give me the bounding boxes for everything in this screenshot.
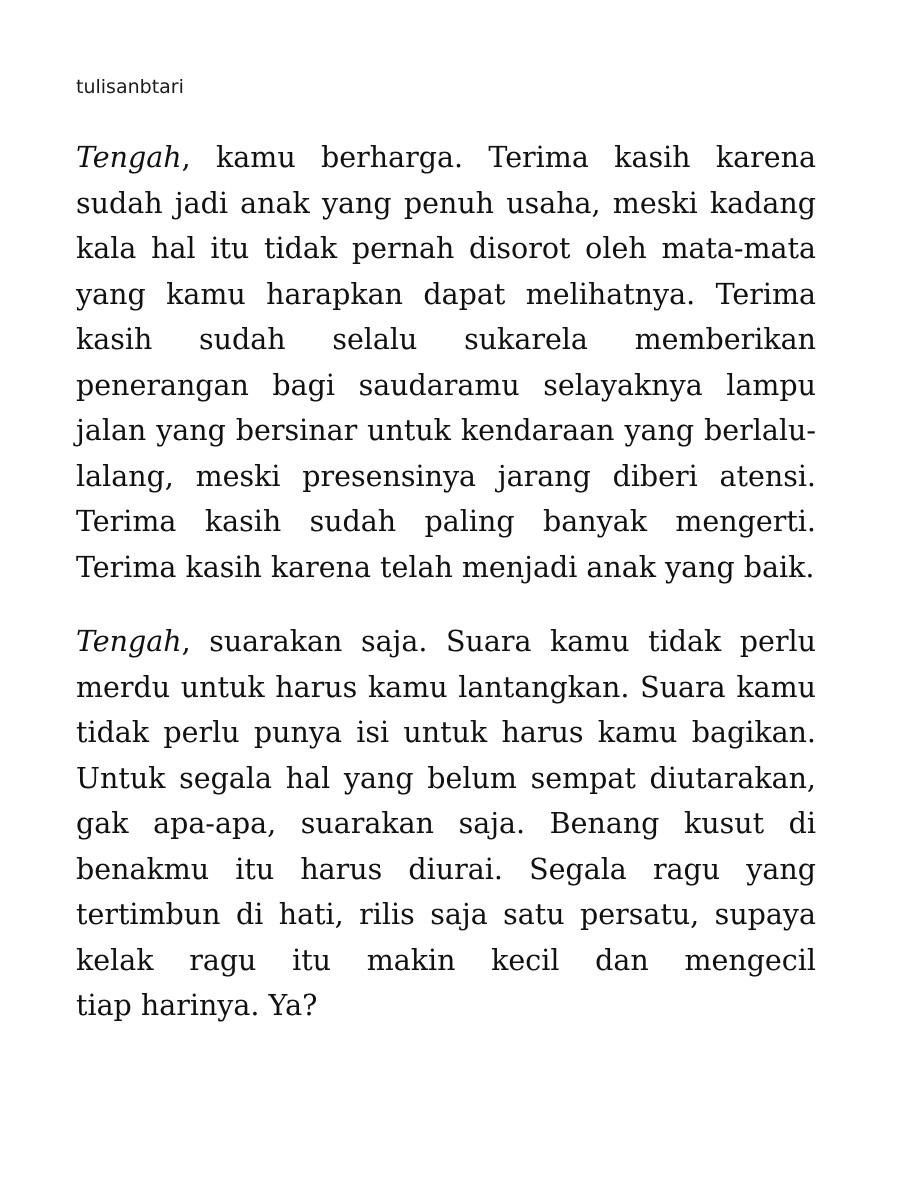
paragraph-line: yang kamu harapkan dapat melihatnya. Terima bbox=[76, 277, 816, 311]
paragraph-line: jalan yang bersinar untuk kendaraan yang berlalu- bbox=[76, 414, 816, 447]
paragraph-line: kelak ragu itu makin kecil dan mengecil bbox=[76, 943, 816, 977]
paragraph-line: kala hal itu tidak pernah disorot oleh mata-mata bbox=[76, 232, 816, 265]
paragraph-line: Terima kasih karena telah menjadi anak yang baik. bbox=[76, 550, 815, 584]
paragraph-line: merdu untuk harus kamu lantangkan. Suara kamu bbox=[76, 670, 816, 704]
paragraph-line: gak apa-apa, suarakan saja. Benang kusut di bbox=[76, 807, 816, 840]
paragraph-line: Terima kasih sudah paling banyak mengerti. bbox=[76, 505, 816, 538]
paragraph-line: tidak perlu punya isi untuk harus kamu bagikan. bbox=[76, 716, 816, 749]
paragraph-line: kasih sudah selalu sukarela memberikan bbox=[76, 323, 816, 356]
line-text: , kamu berharga. Terima kasih karena bbox=[181, 141, 816, 174]
paragraph-1 bbox=[76, 135, 816, 590]
paragraph-line: lalang, meski presensinya jarang diberi atensi. bbox=[76, 459, 816, 493]
lead-word: Tengah bbox=[76, 625, 182, 658]
paragraph-line: tertimbun di hati, rilis saja satu persatu, supaya bbox=[76, 898, 816, 931]
paragraph-line: benakmu itu harus diurai. Segala ragu yang bbox=[76, 852, 816, 886]
paragraph-line: tiap harinya. Ya? bbox=[76, 989, 318, 1022]
line-text: , suarakan saja. Suara kamu tidak perlu bbox=[181, 625, 816, 658]
paragraph-2 bbox=[76, 619, 816, 1029]
paragraph-line bbox=[76, 619, 816, 665]
paragraph-line: penerangan bagi saudaramu selayaknya lampu bbox=[76, 368, 816, 402]
author-handle: tulisanbtari bbox=[76, 76, 184, 98]
paragraph-line bbox=[76, 135, 816, 181]
paragraph-line: Untuk segala hal yang belum sempat diutarakan, bbox=[76, 761, 816, 795]
paragraph-line: sudah jadi anak yang penuh usaha, meski kadang bbox=[76, 186, 816, 220]
lead-word: Tengah bbox=[76, 141, 182, 174]
